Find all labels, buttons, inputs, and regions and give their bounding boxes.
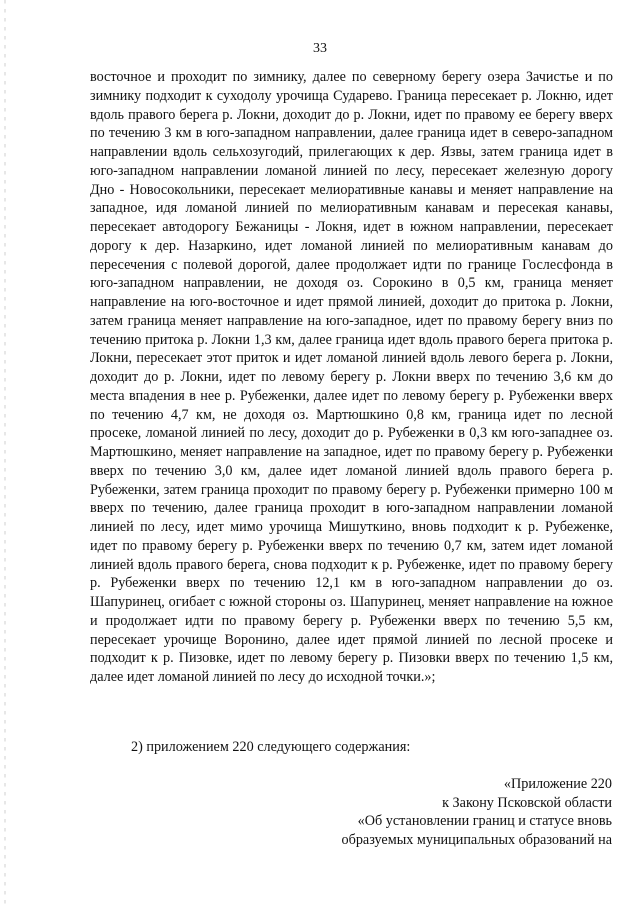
scan-edge-artifact [4, 0, 6, 905]
amendment-list-item: 2) приложением 220 следующего содержания: [131, 739, 411, 755]
appendix-header [252, 775, 612, 849]
page-number: 33 [313, 41, 327, 56]
appendix-law-title-line-2: образуемых муниципальных образований на [341, 831, 612, 848]
boundary-description-paragraph: восточное и проходит по зимнику, далее по северному берегу озера Зачистье и по зимнику подходит к суходолу урочища Сударево. Граница пересекает р. Локню, идет вдоль правого берега р. Локни, доходит до р. Локни, идет по правому ее берегу вверх по течению 3 км в юго-западном направлении, далее граница идет в северо-западном направлении вдоль сельхозугодий, прилегающих к дер. Язвы, затем граница идет в юго-западном направлении ломаной линией по лесу, пересекает железную дорогу Дно - Новосокольники, пересекает мелиоративные канавы и меняет направление на западное, идя ломаной линией по мелиоративным канавам и пересекая канавы, пересекает автодорогу Бежаницы - Локня, идет в южном направлении, пересекает дорогу к дер. Назаркино, идет ломаной линией по мелиоративным канавам до пересечения с полевой дорогой, далее продолжает идти по границе Гослесфонда в юго-западном направлении, не доходя оз. Сорокино в 0,5 км, граница меняет направление на юго-восточное и идет прямой линией, доходит до притока р. Локни, затем граница меняет направление на юго-западное, идет по правому берегу вниз по течению притока р. Локни 1,3 км, далее граница идет вдоль правого берега притока р. Локни, пересекает этот приток и идет ломаной линией вдоль левого берега р. Локни, доходит до р. Локни, идет по левому берегу р. Локни вверх по течению 3,6 км до места впадения в нее р. Рубеженки, далее идет по левому берегу р. Рубеженки вверх по течению 4,7 км, не доходя оз. Мартюшкино 0,8 км, граница идет по лесной просеке, ломаной линией по лесу, доходит до р. Рубеженки в 0,3 км юго-западнее оз. Мартюшкино, меняет направление на западное, идет по правому берегу р. Рубеженки вверх по течению 3,0 км, далее идет ломаной линией вдоль правого берега р. Рубеженки, затем граница проходит по правому берегу р. Рубеженки примерно 100 м вверх по течению, далее граница проходит в юго-западном направлении ломаной линией по лесу, идет мимо урочища Мишуткино, вновь подходит к р. Рубеженке, идет по правому берегу р. Рубеженки вверх по течению 0,7 км, затем идет ломаной линией вдоль правого берега, снова подходит к р. Рубеженке, идет по правому берегу р. Рубеженки вверх по течению 12,1 км в юго-западном направлении до оз. Шапуринец, огибает с южной стороны оз. Шапуринец, меняет направление на южное и продолжает идти по правому берегу р. Рубеженки вверх по течению 5,5 км, пересекает урочище Воронино, далее идет прямой линией по лесной просеке и подходит к р. Пизовке, идет по левому берегу р. Пизовки вверх по течению 1,5 км, далее идет ломаной линией по лесу до исходной точки.»; [90, 69, 613, 685]
appendix-law-reference: к Закону Псковской области [442, 794, 612, 811]
appendix-law-title-line-1: «Об установлении границ и статусе вновь [357, 813, 612, 829]
appendix-title: «Приложение 220 [503, 776, 612, 792]
